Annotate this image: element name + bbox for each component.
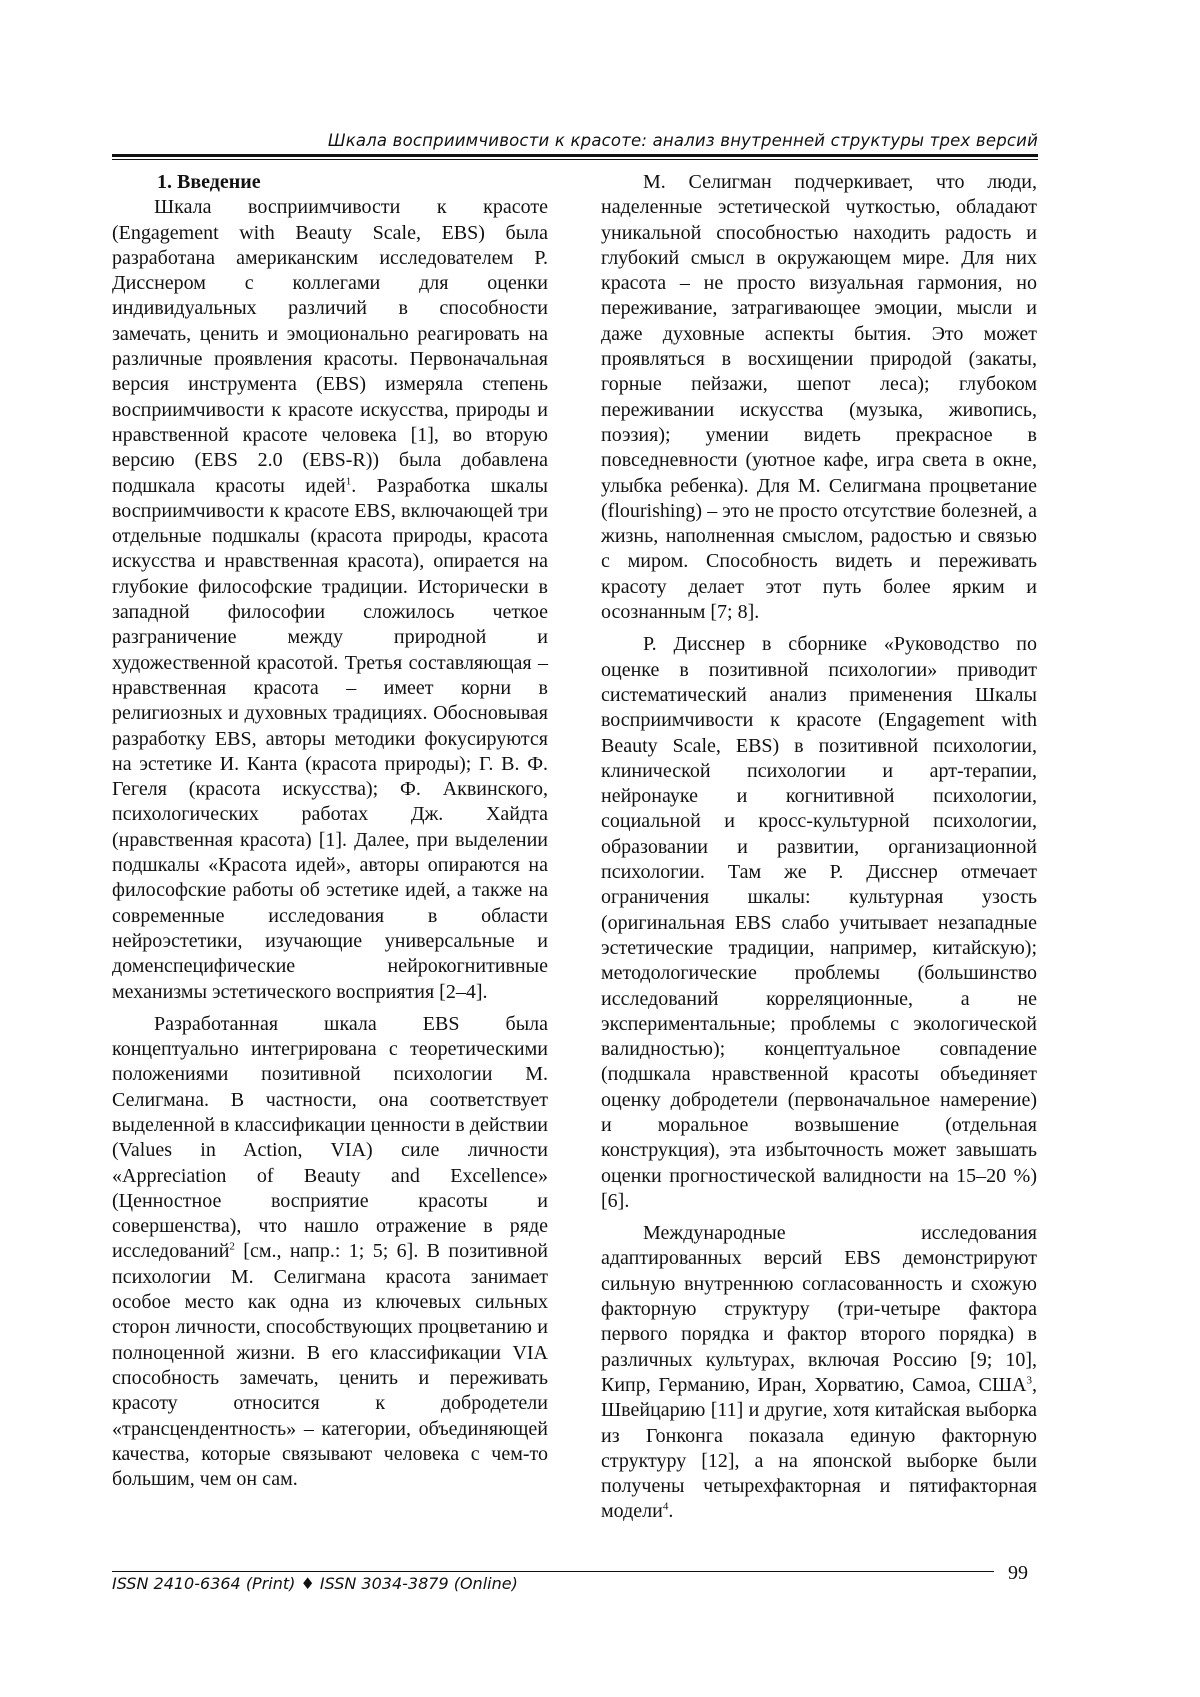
paragraph-text: Шкала восприимчивости к красоте (Engagement with Beauty Scale, EBS) была разработана американским исследователем Р. Дисснером с коллегами для оценки индивидуальных различий в способности замечать, ценить и эмоционально реагировать на различные проявления красоты. Первоначальная версия инструмента (EBS) измеряла степень восприимчивости к красоте искусства, природы и нравственной красоте человека [1], во вторую версию (EBS 2.0 (EBS-R)) была добавлена подшкала красоты идей [112,196,548,497]
paragraph-ebs-seligman [112,1012,548,1493]
footnote-marker: 1 [345,474,352,487]
page-number: 99 [1008,1562,1028,1584]
paragraph-diessner-handbook: Р. Дисснер в сборнике «Руководство по оценке в позитивной психологии» приводит систематический анализ применения Шкалы восприимчивости к красоте (Engagement with Beauty Scale, EBS) в позитивной психологии, клинической психологии и арт-терапии, нейронауке и когнитивной психологии, социальной и кросс-культурной психологии, образовании и развитии, организационной психологии. Там же Р. Дисснер отмечает ограничения шкалы: культурная узость (оригинальная EBS слабо учитывает незападные эстетические традиции, например, китайскую); методологические проблемы (большинство исследований корреляционные, а не экспериментальные; проблемы с экологической валидностью); концептуальное совпадение (подшкала нравственной красоты объединяет оценку добродетели (первоначальное намерение) и моральное возвышение (отдельная конструкция), эта избыточность может завышать оценки прогностической валидности на 15–20 %) [6]. [601,633,1037,1212]
paragraph-text: . Разработка шкалы восприимчивости к красоте EBS, включающей три отдельные подшкалы (красота природы, красота искусства и нравственная красота), опирается на глубокие философские традиции. Исторически в западной философии сложилось четкое разграничение между природной и художественной красотой. Третья составляющая – нравственная красота – имеет корни в религиозных и духовных традициях. Обосновывая разработку EBS, авторы методики фокусируются на эстетике И. Канта (красота природы); Г. В. Ф. Гегеля (красота искусства); Ф. Аквинского, психологических работах Дж. Хайдта (нравственная красота) [1]. Далее, при выделении подшкалы «Красота идей», авторы опираются на философские работы об эстетике идей, а также на современные исследования в области нейроэстетики, изучающие универсальные и доменспецифические нейрокогнитивные механизмы эстетического восприятия [2–4]. [112,474,548,1003]
footnote-marker: 4 [662,1500,669,1513]
paragraph-text: Разработанная шкала EBS была концептуально интегрирована с теоретическими положениями позитивной психологии М. Селигмана. В частности, она соответствует выделенной в классификации ценности в действии (Values in Action, VIA) силе личности «Appreciation of Beauty and Excellence» (Ценностное восприятие красоты и совершенства), что нашло отражение в ряде исследований [112,1012,548,1263]
paragraph-international [601,1221,1037,1525]
left-column [112,170,548,1492]
right-column [601,170,1037,1525]
paragraph-seligman: М. Селигман подчеркивает, что люди, наделенные эстетической чуткостью, обладают уникальной способностью находить радость и глубокий смысл в окружающем мире. Для них красота – не просто визуальная гармония, но переживание, затрагивающее эмоции, мысли и даже духовные аспекты бытия. Это может проявляться в восхищении природой (закаты, горные пейзажи, шепот леса); глубоком переживании искусства (музыка, живопись, поэзия); умении видеть прекрасное в повседневности (уютное кафе, игра света в окне, улыбка ребенка). Для М. Селигмана процветание (flourishing) – это не просто отсутствие болезней, а жизнь, наполненная смыслом, радостью и связью с миром. Способность видеть и переживать красоту делает этот путь более ярким и осознанным [7; 8]. [601,171,1037,624]
paragraph-text: [см., напр.: 1; 5; 6]. В позитивной психологии М. Селигмана красота занимает особое место как одна из ключевых сильных сторон личности, способствующих процветанию и полноценной жизни. В его классификации VIA способность замечать, ценить и переживать красоту относится к добродетели «трансцендентность» – категории, объединяющей качества, которые связывают человека с чем-то большим, чем он сам. [112,1240,548,1491]
paragraph-intro [112,195,548,1005]
footer-rule [112,1571,994,1572]
paragraph-text: . [668,1500,674,1523]
footnote-marker: 2 [229,1240,235,1253]
footnote-marker: 3 [1026,1374,1032,1387]
section-title: 1. Введение [157,171,261,193]
header-rule-thin [112,159,1038,160]
paragraph-text: , Швейцарию [11] и другие, хотя китайская выборка из Гонконга показала единую факторную структуру [12], а на японской выборке были получены четырехфакторная и пятифакторная модели [601,1373,1037,1523]
running-header: Шкала восприимчивости к красоте: анализ внутренней структуры трех версий [327,131,1038,150]
paragraph-text: Международные исследования адаптированных версий EBS демонстрируют сильную внутреннюю согласованность и схожую факторную структуру (три-четыре фактора первого порядка и фактор второго порядка) в различных культурах, включая Россию [9; 10], Кипр, Германию, Иран, Хорватию, Самоа, США [601,1222,1037,1396]
issn-line: ISSN 2410-6364 (Print) ♦ ISSN 3034-3879 (Online) [112,1574,518,1593]
header-rule-thick [112,154,1038,157]
